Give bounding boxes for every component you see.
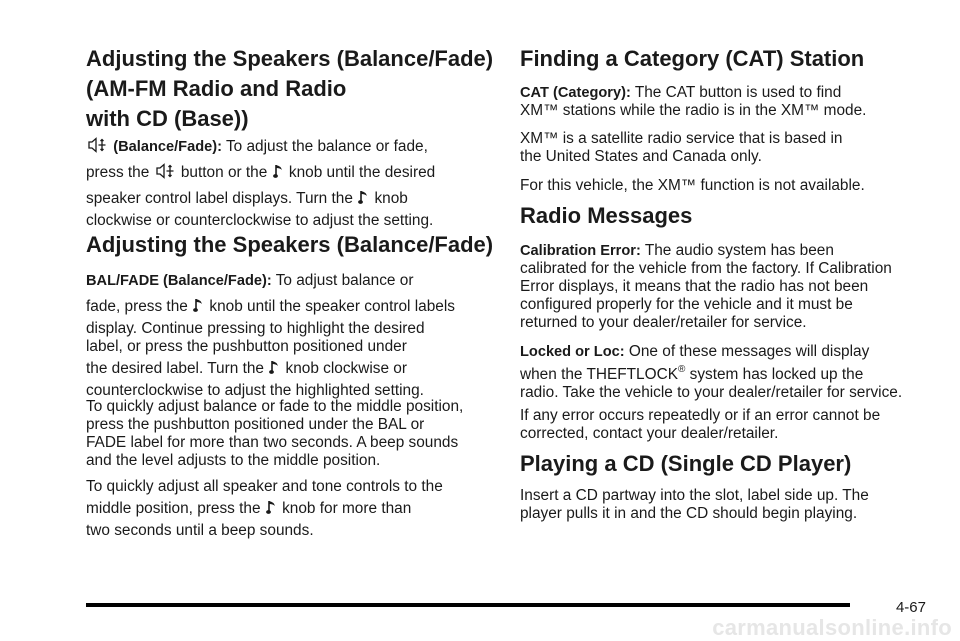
heading-balance-fade-base bbox=[86, 44, 493, 134]
heading-line: with CD (Base)) bbox=[86, 106, 249, 131]
music-note-knob-icon bbox=[358, 189, 368, 205]
paragraph-text: knob for more than bbox=[282, 500, 412, 517]
paragraph-text: system has locked up the bbox=[689, 366, 864, 383]
heading-line: Adjusting the Speakers (Balance/Fade) bbox=[86, 46, 494, 71]
paragraph-line: player pulls it in and the CD should begin playing. bbox=[520, 505, 858, 522]
paragraph-line: configured properly for the vehicle and it must be bbox=[520, 296, 853, 313]
bal-fade-paragraph bbox=[86, 268, 455, 400]
footer-rule bbox=[86, 603, 850, 607]
paragraph-line: clockwise or counterclockwise to adjust the setting. bbox=[86, 212, 434, 229]
calibration-error-paragraph bbox=[520, 242, 892, 332]
paragraph-line: corrected, contact your dealer/retailer. bbox=[520, 425, 779, 442]
paragraph-line: XM™ is a satellite radio service that is based in bbox=[520, 130, 843, 147]
error-contact-paragraph bbox=[520, 407, 880, 443]
paragraph-line: To quickly adjust all speaker and tone controls to the bbox=[86, 478, 443, 495]
cat-paragraph bbox=[520, 84, 866, 120]
heading-radio-messages bbox=[520, 201, 692, 231]
paragraph-line: FADE label for more than two seconds. A beep sounds bbox=[86, 434, 459, 451]
paragraph-text: middle position, press the bbox=[86, 500, 261, 517]
paragraph-line: Error displays, it means that the radio has not been bbox=[520, 278, 869, 295]
paragraph-line: radio. Take the vehicle to your dealer/retailer for service. bbox=[520, 384, 903, 401]
paragraph-line: XM™ stations while the radio is in the XM™ mode. bbox=[520, 102, 867, 119]
heading-text: Adjusting the Speakers (Balance/Fade) bbox=[86, 232, 494, 257]
paragraph-line: counterclockwise to adjust the highlighted setting. bbox=[86, 382, 424, 399]
paragraph-text: To adjust the balance or fade, bbox=[225, 138, 428, 155]
balance-fade-icon bbox=[155, 163, 175, 179]
xm-availability-paragraph bbox=[520, 177, 865, 195]
paragraph-line: Insert a CD partway into the slot, label side up. The bbox=[520, 487, 869, 504]
paragraph-line: For this vehicle, the XM™ function is not available. bbox=[520, 177, 865, 194]
music-note-knob-icon bbox=[193, 297, 203, 313]
middle-position-paragraph bbox=[86, 398, 463, 470]
heading-text: Finding a Category (CAT) Station bbox=[520, 46, 865, 71]
calibration-error-label: Calibration Error: bbox=[520, 243, 641, 259]
balance-fade-label: (Balance/Fade): bbox=[113, 139, 222, 155]
xm-paragraph bbox=[520, 130, 843, 166]
paragraph-text: the desired label. Turn the bbox=[86, 360, 264, 377]
paragraph-text: To adjust balance or bbox=[275, 272, 414, 289]
paragraph-text: button or the bbox=[180, 164, 268, 181]
page-number: 4-67 bbox=[895, 599, 926, 616]
paragraph-line: press the pushbutton positioned under the BAL or bbox=[86, 416, 425, 433]
paragraph-text: knob clockwise or bbox=[285, 360, 407, 377]
paragraph-line: display. Continue pressing to highlight the desired bbox=[86, 320, 425, 337]
paragraph-text: One of these messages will display bbox=[628, 343, 870, 360]
paragraph-line: and the level adjusts to the middle position. bbox=[86, 452, 381, 469]
paragraph-line: To quickly adjust balance or fade to the middle position, bbox=[86, 398, 464, 415]
paragraph-text: The audio system has been bbox=[644, 242, 834, 259]
music-note-knob-icon bbox=[269, 359, 279, 375]
paragraph-text: knob bbox=[374, 190, 408, 207]
playing-cd-paragraph bbox=[520, 487, 869, 523]
balance-fade-icon bbox=[87, 137, 107, 153]
heading-cat-station bbox=[520, 44, 864, 74]
paragraph-line: label, or press the pushbutton positioned under bbox=[86, 338, 407, 355]
music-note-knob-icon bbox=[273, 163, 283, 179]
tone-controls-paragraph bbox=[86, 478, 443, 540]
watermark: carmanualsonline.info bbox=[712, 615, 952, 640]
locked-label: Locked or Loc: bbox=[520, 344, 625, 360]
paragraph-text: press the bbox=[86, 164, 150, 181]
paragraph-text: when the THEFTLOCK bbox=[520, 366, 678, 383]
paragraph-text: knob until the desired bbox=[288, 164, 436, 181]
heading-playing-cd bbox=[520, 449, 851, 479]
music-note-knob-icon bbox=[266, 499, 276, 515]
heading-text: Playing a CD (Single CD Player) bbox=[520, 451, 852, 476]
heading-balance-fade bbox=[86, 230, 493, 260]
paragraph-line: If any error occurs repeatedly or if an error cannot be bbox=[520, 407, 881, 424]
paragraph-text: knob until the speaker control labels bbox=[209, 298, 455, 315]
registered-mark: ® bbox=[677, 364, 686, 375]
locked-paragraph bbox=[520, 343, 902, 402]
heading-line: (AM-FM Radio and Radio bbox=[86, 76, 347, 101]
paragraph-text: fade, press the bbox=[86, 298, 188, 315]
paragraph-text: speaker control label displays. Turn the bbox=[86, 190, 353, 207]
paragraph-line: calibrated for the vehicle from the factory. If Calibration bbox=[520, 260, 892, 277]
paragraph-line: returned to your dealer/retailer for service. bbox=[520, 314, 807, 331]
balance-fade-base-paragraph bbox=[86, 134, 435, 230]
paragraph-line: two seconds until a beep sounds. bbox=[86, 522, 314, 539]
paragraph-text: The CAT button is used to find bbox=[634, 84, 842, 101]
paragraph-line: the United States and Canada only. bbox=[520, 148, 762, 165]
cat-label: CAT (Category): bbox=[520, 85, 631, 101]
heading-text: Radio Messages bbox=[520, 203, 693, 228]
bal-fade-label: BAL/FADE (Balance/Fade): bbox=[86, 273, 272, 289]
